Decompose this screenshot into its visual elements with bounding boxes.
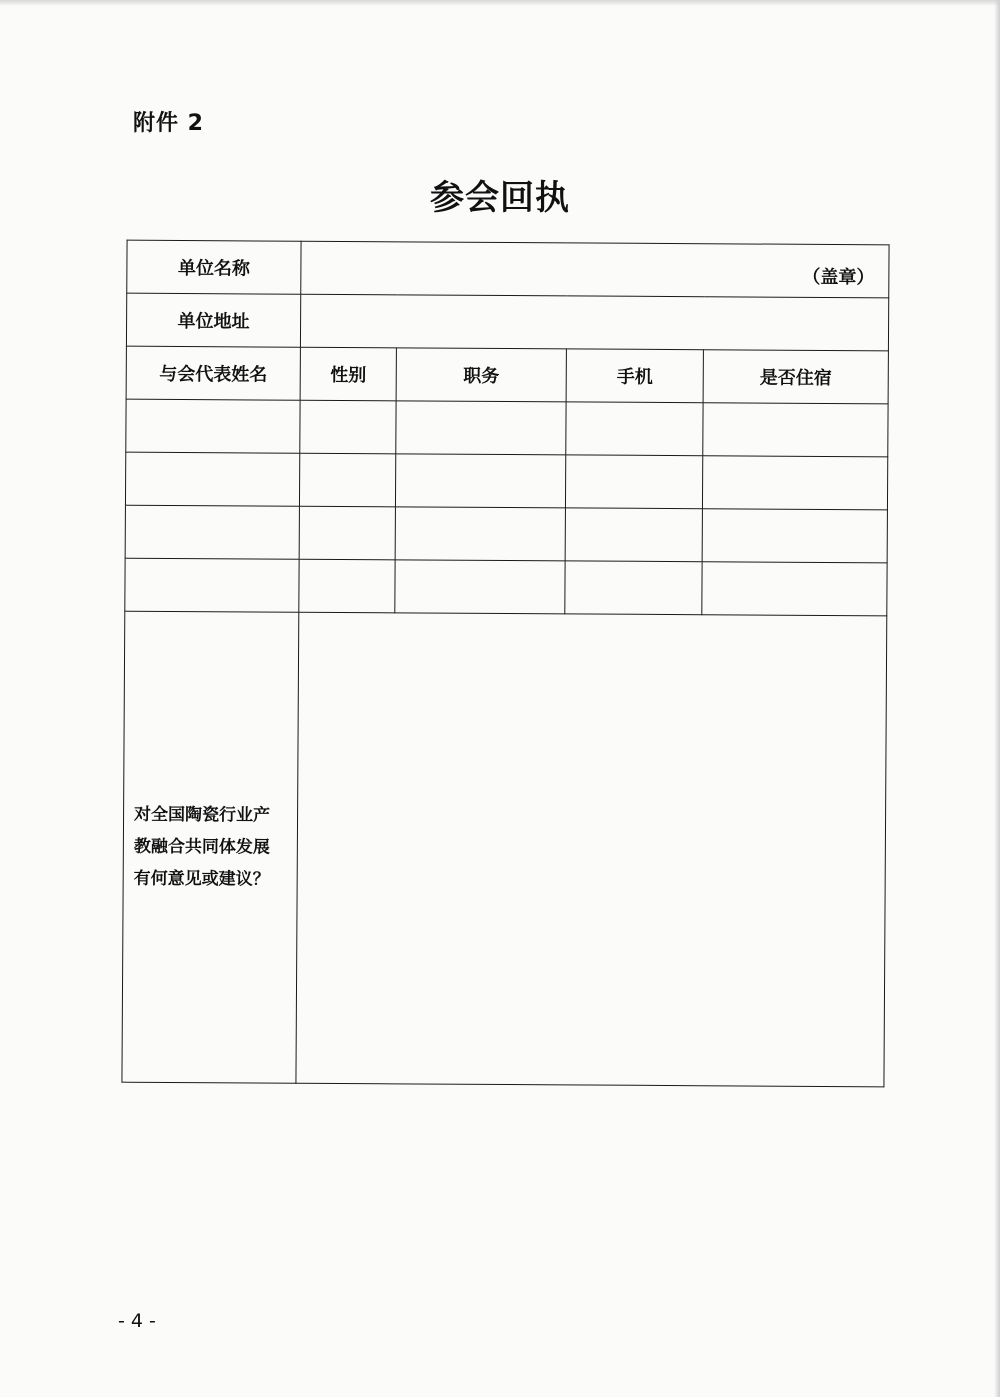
mobile-cell[interactable] — [565, 455, 702, 509]
representative-name-cell[interactable] — [125, 558, 299, 612]
question-line: 有何意见或建议？ — [133, 868, 270, 890]
suggestion-question — [122, 611, 299, 1083]
attachment-label: 附件 2 — [133, 111, 204, 136]
position-cell[interactable] — [395, 507, 565, 561]
header-gender: 性别 — [300, 347, 396, 401]
unit-name-label: 单位名称 — [127, 240, 301, 294]
representative-row — [126, 399, 888, 457]
page-number: - 4 - — [118, 1310, 156, 1332]
mobile-cell[interactable] — [565, 561, 702, 615]
position-cell[interactable] — [396, 401, 566, 455]
unit-address-row — [126, 293, 888, 351]
representative-row — [125, 558, 887, 616]
representative-name-cell[interactable] — [126, 399, 300, 453]
header-accommodation: 是否住宿 — [703, 350, 888, 404]
representative-name-cell[interactable] — [125, 505, 299, 559]
accommodation-cell[interactable] — [702, 562, 887, 616]
mobile-cell[interactable] — [566, 402, 703, 456]
suggestion-row — [122, 611, 887, 1087]
suggestion-field[interactable] — [296, 612, 887, 1087]
gender-cell[interactable] — [299, 559, 395, 613]
representative-row — [125, 505, 887, 563]
unit-address-field[interactable] — [300, 294, 888, 351]
mobile-cell[interactable] — [565, 508, 702, 562]
accommodation-cell[interactable] — [702, 509, 887, 563]
question-line: 教融合共同体发展 — [133, 836, 270, 858]
page-title: 参会回执 — [430, 178, 570, 218]
accommodation-cell[interactable] — [702, 456, 887, 510]
unit-name-field[interactable] — [301, 241, 889, 298]
position-cell[interactable] — [395, 560, 565, 614]
gender-cell[interactable] — [300, 400, 396, 454]
gender-cell[interactable] — [299, 506, 395, 560]
stamp-note: （盖章） — [802, 266, 875, 289]
representative-name-cell[interactable] — [125, 452, 299, 506]
header-position: 职务 — [396, 348, 566, 402]
accommodation-cell[interactable] — [703, 403, 888, 457]
unit-name-row — [127, 240, 889, 298]
gender-cell[interactable] — [299, 453, 395, 507]
header-representative-name: 与会代表姓名 — [126, 346, 300, 400]
scan-edge-top — [0, 0, 1000, 6]
question-line: 对全国陶瓷行业产 — [134, 804, 271, 826]
header-mobile: 手机 — [566, 349, 703, 403]
registration-form — [121, 240, 888, 1087]
form-table — [121, 240, 889, 1088]
unit-address-label: 单位地址 — [126, 293, 300, 347]
representative-row — [125, 452, 887, 510]
position-cell[interactable] — [395, 454, 565, 508]
header-row — [126, 346, 888, 404]
